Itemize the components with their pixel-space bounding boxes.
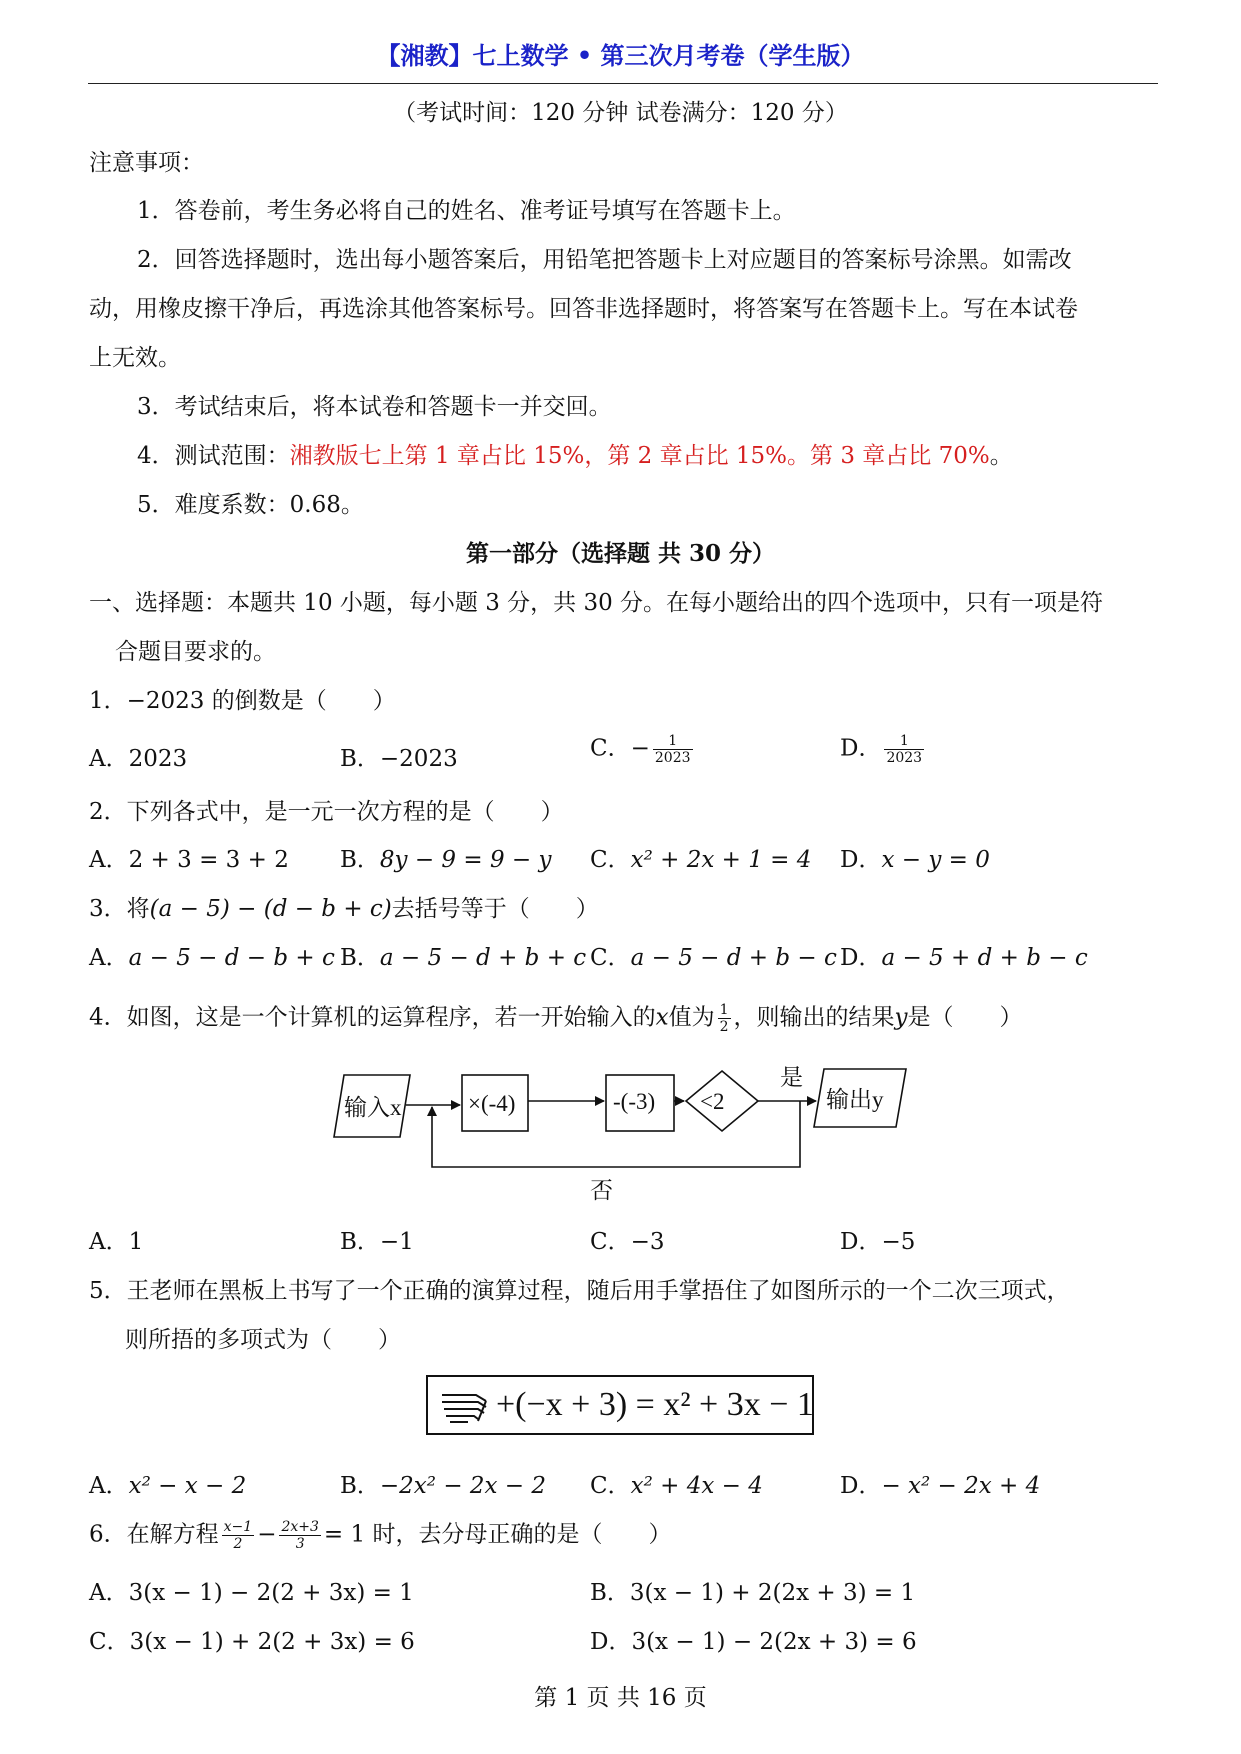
q6-option-c: C．3(x − 1) + 2(2 + 3x) = 6 [89, 1629, 415, 1655]
flow-yes-label: 是 [780, 1065, 803, 1090]
q6-option-b: B．3(x − 1) + 2(2x + 3) = 1 [590, 1580, 916, 1606]
q6-option-a: A．3(x − 1) − 2(2 + 3x) = 1 [89, 1580, 414, 1606]
notice-item-5: 5．难度系数：0.68。 [137, 492, 364, 518]
notice-test-range: 湘教版七上第 1 章占比 15%，第 2 章占比 15%。第 3 章占比 70% [289, 443, 990, 469]
part1-title: 第一部分（选择题 共 30 分） [465, 540, 776, 567]
q1-option-d-label: D． [840, 735, 882, 762]
q4-stem: 4．如图，这是一个计算机的运算程序，若一开始输入的x值为 $\frac{1}{2}$ ，则输出的结果y是（ ） [89, 1002, 1023, 1035]
flow-multiply-label: ×(-4) [468, 1091, 516, 1116]
q3-stem: 3．将(a − 5) − (d − b + c)去括号等于（ ） [89, 896, 599, 922]
q5-option-a: A．x² − x − 2 [89, 1473, 247, 1499]
q4-option-b: B．−1 [340, 1229, 414, 1255]
q1-option-d [840, 733, 927, 766]
q6-option-d: D．3(x − 1) − 2(2x + 3) = 6 [590, 1629, 917, 1655]
q5-formula: +(−x + 3) = x² + 3x − 1 [496, 1386, 814, 1423]
q6-fraction-1: $\frac{x-1}{2}$ [223, 1519, 253, 1552]
q3-option-d: D．a − 5 + d + b − c [840, 945, 1088, 971]
q4-option-c: C．−3 [590, 1229, 665, 1255]
q3-option-a: A．a − 5 − d − b + c [89, 945, 335, 971]
q5-option-d: D．− x² − 2x + 4 [840, 1473, 1041, 1499]
header-divider [88, 83, 1158, 84]
q1-option-b: B．−2023 [340, 746, 458, 772]
q2-option-a: A．2 + 3 = 3 + 2 [89, 847, 289, 873]
q5-stem-line-2: 则所捂的多项式为（ ） [125, 1327, 401, 1353]
q3-option-b: B．a − 5 − d + b + c [340, 945, 587, 971]
q5-option-c: C．x² + 4x − 4 [590, 1473, 763, 1499]
page-footer: 第 1 页 共 16 页 [534, 1685, 707, 1711]
notice-title: 注意事项： [89, 150, 204, 176]
notice-item-1: 1．答卷前，考生务必将自己的姓名、准考证号填写在答题卡上。 [137, 198, 796, 224]
notice-item-4-prefix: 4．测试范围： [137, 443, 290, 469]
q2-stem: 2．下列各式中，是一元一次方程的是（ ） [89, 799, 564, 825]
q5-formula-box [426, 1375, 814, 1435]
q6-stem: 6．在解方程 $\frac{x-1}{2}$ − $\frac{2x+3}{3}$ = 1 时，去分母正确的是（ ） [89, 1519, 672, 1552]
q1-option-c [590, 733, 696, 766]
q1-stem: 1．−2023 的倒数是（ ） [89, 688, 396, 714]
q2-option-b: B．8y − 9 = 9 − y [340, 847, 552, 873]
flow-subtract-label: -(-3) [613, 1089, 656, 1114]
notice-item-2-line-2: 动，用橡皮擦干净后，再选涂其他答案标号。回答非选择题时，将答案写在答题卡上。写在本试卷 [89, 296, 1078, 322]
q4-flowchart [330, 1055, 920, 1205]
part1-instruction-line-2: 合题目要求的。 [115, 639, 276, 665]
page-header-title: 【湘教】七上数学 • 第三次月考卷（学生版） [376, 41, 865, 70]
flow-no-label: 否 [590, 1178, 613, 1203]
q1-option-c-fraction: $\frac{1}{2023}$ [654, 733, 691, 766]
q3-option-c: C．a − 5 − d + b − c [590, 945, 837, 971]
q5-stem-line-1: 5．王老师在黑板上书写了一个正确的演算过程，随后用手掌捂住了如图所示的一个二次三项式， [89, 1278, 1070, 1304]
notice-item-3: 3．考试结束后，将本试卷和答题卡一并交回。 [137, 394, 612, 420]
q2-option-c: C．x² + 2x + 1 = 4 [590, 847, 812, 873]
q1-option-d-fraction: $\frac{1}{2023}$ [886, 733, 923, 766]
flow-output-label: 输出y [826, 1087, 884, 1112]
q4-option-d: D．−5 [840, 1229, 916, 1255]
q4-option-a: A．1 [89, 1229, 144, 1255]
q1-option-c-label: C． [590, 735, 631, 762]
q6-fraction-2: $\frac{2x+3}{3}$ [281, 1519, 319, 1552]
flow-condition-label: <2 [700, 1089, 725, 1114]
q1-option-a: A．2023 [89, 746, 188, 772]
flow-input-label: 输入x [344, 1095, 402, 1120]
notice-item-4 [137, 441, 1013, 471]
q5-option-b: B．−2x² − 2x − 2 [340, 1473, 547, 1499]
part1-instruction-line-1: 一、选择题：本题共 10 小题，每小题 3 分，共 30 分。在每小题给出的四个选项中，只有一项是符 [89, 590, 1104, 616]
q1-option-c-sign: − [630, 735, 650, 762]
q4-fraction: $\frac{1}{2}$ [719, 1002, 729, 1035]
notice-item-2-line-1: 2．回答选择题时，选出每小题答案后，用铅笔把答题卡上对应题目的答案标号涂黑。如需改 [137, 247, 1072, 273]
covering-hand-icon [438, 1391, 490, 1425]
q2-option-d: D．x − y = 0 [840, 847, 990, 873]
notice-item-2-line-3: 上无效。 [89, 345, 181, 371]
exam-info: （考试时间：120 分钟 试卷满分：120 分） [393, 100, 848, 126]
notice-item-4-suffix: 。 [989, 443, 1013, 469]
